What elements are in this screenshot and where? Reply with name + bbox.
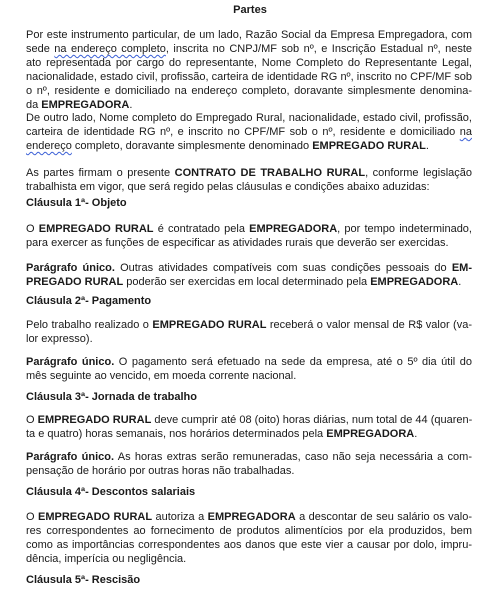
text-run: Por este instrumento particular, de um lado, Razão Social da Empresa Empregadora, com (26, 29, 472, 41)
text-line (26, 56, 472, 70)
text-line (26, 538, 472, 552)
bold-term: EMPREGADORA (326, 428, 415, 440)
text-run: a descontar de seu salário os valo- (295, 511, 472, 523)
text-run: As partes firmam o presente (26, 167, 175, 179)
text-run: nacionalidade, estado civil, profissão, carteira de identidade RG nº, inscrito no CPF/MF sob (26, 71, 472, 83)
text-line (26, 369, 472, 383)
paragraph (26, 28, 472, 112)
text-run: completo, doravante simplesmente denominado (71, 140, 313, 152)
paragraph (26, 318, 472, 346)
text-line (26, 450, 472, 464)
text-run: poderão ser exercidas em local determinado pela (123, 276, 371, 288)
text-run: como as importâncias correspondentes aos danos que este vier a causar por dolo, impru- (26, 539, 472, 551)
text-run: dência, imperícia ou negligência. (26, 553, 187, 565)
paragraph (26, 355, 472, 383)
text-run: Pelo trabalho realizado o (26, 319, 153, 331)
bold-term: EMPREGADO RURAL (38, 511, 153, 523)
text-line (26, 28, 472, 42)
spellcheck-marked-text: na endereço completo (54, 43, 166, 55)
bold-term: EMPREGADORA (207, 511, 296, 523)
clause-heading: Cláusula 3ª- Jornada de trabalho (26, 391, 197, 403)
text-line (26, 111, 472, 125)
bold-term: Parágrafo único. (26, 262, 115, 274)
paragraph (26, 222, 472, 250)
text-line (26, 510, 472, 524)
text-line (26, 222, 472, 236)
text-line (26, 413, 472, 427)
text-line (26, 84, 472, 98)
text-run: O (26, 511, 38, 523)
text-line (26, 70, 472, 84)
text-run: . (425, 140, 429, 152)
text-run: , por tempo indeterminado, (337, 223, 472, 235)
text-line (26, 139, 472, 153)
bold-term: PREGADO RURAL (26, 276, 124, 288)
text-run: sede (26, 43, 55, 55)
text-line (26, 98, 472, 112)
paragraph (26, 510, 472, 566)
text-line (26, 261, 472, 275)
text-line (26, 166, 472, 180)
text-run: o nº, residente e domiciliado na endereço completo, doravante simplesmente denomina- (26, 85, 472, 97)
bold-term: EMPREGADO RURAL (38, 223, 154, 235)
text-run: . (129, 99, 133, 111)
bold-term: EMPREGADO RURAL (152, 319, 267, 331)
spellcheck-marked-text: endereço (26, 140, 72, 152)
paragraph (26, 261, 472, 289)
text-run: ato representada por cargo do representante, Nome Completo do Representante Legal, (26, 57, 472, 69)
text-run: carteira de identidade RG nº, e inscrito no CPF/MF sob o nº, residente e domiciliado (26, 126, 460, 138)
text-run: receberá o valor mensal de R$ valor (va- (266, 319, 473, 331)
bold-term: CONTRATO DE TRABALHO RURAL (174, 167, 366, 179)
bold-term: EMPREGADORA (370, 276, 459, 288)
text-line (26, 125, 472, 139)
bold-term: Parágrafo único. (26, 451, 115, 463)
text-run: As horas extras serão remuneradas, caso não seja necessária a com- (114, 451, 472, 463)
text-run: Outras atividades compatíveis com suas condições pessoais do (114, 262, 452, 274)
bold-term: EM- (451, 262, 472, 274)
text-line (26, 332, 472, 346)
text-run: O pagamento será efetuado na sede da empresa, até o 5º dia útil do (114, 356, 472, 368)
text-line (26, 42, 472, 56)
clause-heading: Cláusula 5ª- Rescisão (26, 574, 141, 586)
bold-term: EMPREGADO RURAL (37, 414, 152, 426)
text-run: O (26, 414, 38, 426)
paragraph (26, 111, 472, 153)
text-run: De outro lado, Nome completo do Empregado Rural, nacionalidade, estado civil, profissão, (26, 112, 472, 124)
text-line (26, 318, 472, 332)
text-line (26, 524, 472, 538)
bold-term: EMPREGADO RURAL (312, 140, 426, 152)
text-run: , inscrita no CNPJ/MF sob nº, e Inscrição Estadual nº, neste (165, 43, 472, 55)
text-run: trabalhista em vigor, que será regido pelas cláusulas e condições abaixo aduzidas: (26, 181, 430, 193)
text-line (26, 552, 472, 566)
text-run: . (414, 428, 418, 440)
bold-term: EMPREGADORA (41, 99, 130, 111)
paragraph (26, 413, 472, 441)
text-run: res correspondentes ao fornecimento de produtos alimentícios por ela produzidos, bem (26, 525, 472, 537)
text-line (26, 427, 472, 441)
clause-heading: Cláusula 4ª- Descontos salariais (26, 486, 196, 498)
clause-heading: Cláusula 1ª- Objeto (26, 197, 127, 209)
bold-term: EMPREGADORA (249, 223, 338, 235)
text-run: é contratado pela (153, 223, 250, 235)
text-run: deve cumprir até 08 (oito) horas diárias, num total de 44 (quaren- (151, 414, 473, 426)
text-line (26, 180, 472, 194)
text-run: mês seguinte ao vencido, em moeda corrente nacional. (26, 370, 297, 382)
text-run: pensação de horário por outras horas não trabalhadas. (26, 465, 295, 477)
text-line (26, 355, 472, 369)
text-line (26, 275, 472, 289)
spellcheck-marked-text: na (459, 126, 472, 138)
text-run: lor expresso). (26, 333, 93, 345)
text-run: da (26, 99, 42, 111)
text-line (26, 464, 472, 478)
document-title: Partes (233, 4, 267, 16)
text-run: ta e quatro) horas semanais, nos horários determinados pela (26, 428, 327, 440)
paragraph (26, 166, 472, 194)
text-run: autoriza a (152, 511, 208, 523)
bold-term: Parágrafo único. (26, 356, 115, 368)
clause-heading: Cláusula 2ª- Pagamento (26, 295, 152, 307)
text-line (26, 236, 472, 250)
text-run: , conforme legislação (365, 167, 472, 179)
text-run: para exercer as funções de especificar as atividades rurais que deverão ser exercidas. (26, 237, 449, 249)
text-run: O (26, 223, 39, 235)
text-run: . (458, 276, 462, 288)
paragraph (26, 450, 472, 478)
